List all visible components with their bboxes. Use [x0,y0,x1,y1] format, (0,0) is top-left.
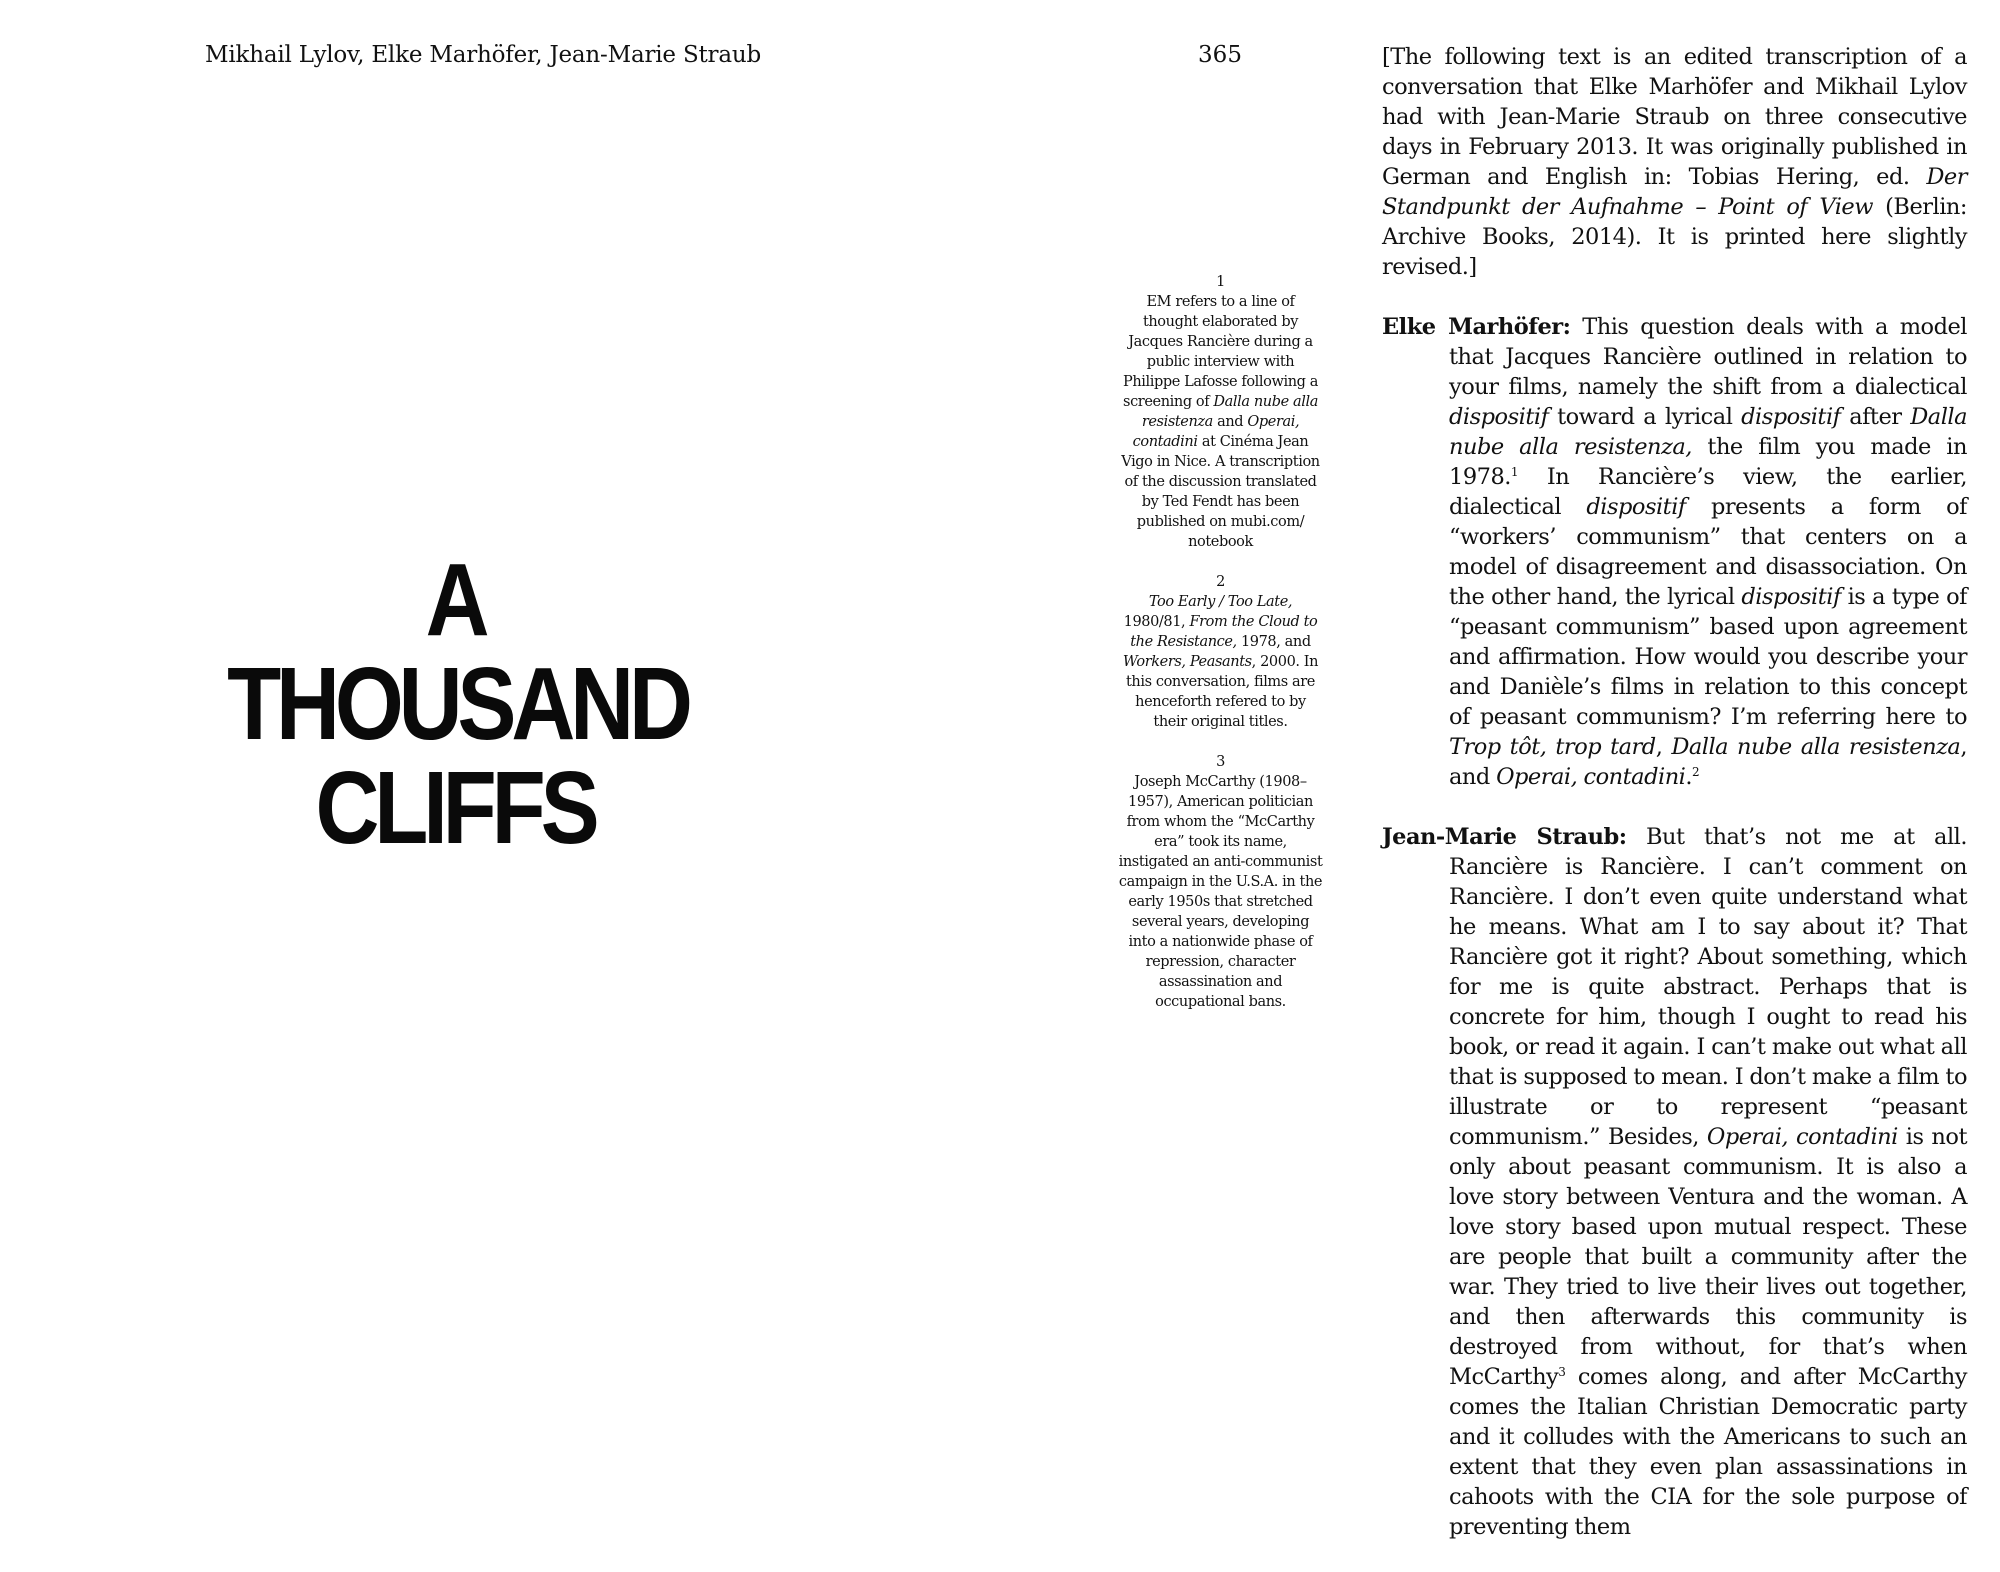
paragraph-straub [1382,822,1967,1542]
footnote-italic: From the Cloud to the Resistance, [1130,614,1318,650]
paragraph-text: toward a lyrical [1548,404,1742,430]
page-number: 365 [1198,42,1242,68]
header-authors: Mikhail Lylov, Elke Marhöfer, Jean-Marie Straub [205,42,761,68]
paragraph-italic: Dalla nube alla resistenza, [1449,404,1968,460]
paragraph-text: is not only about peasant communism. It is also a love story between Ventura and the woman. A love story based upon mutual respect. These are people that built a community after the war. They tried to live their lives out together, and then afterwards this community is destroyed from without, for that’s when McCarthy [1449,1124,1967,1390]
paragraph-text: presents a form of “workers’ communism” that centers on a model of disagreement and disassociation. On the other hand, the lyrical [1449,494,1967,610]
paragraph-text: In Rancière’s view, the earlier, dialectical [1449,464,1967,520]
footnote-italic: Dalla nube alla resistenza [1141,394,1318,430]
title-line-1: A [425,542,485,657]
footnote-text: at Cinéma Jean Vigo in Nice. A transcription of the discussion translated by Ted Fendt has been published on mubi.com/ notebook [1121,434,1320,550]
footnote-text: , 2000. In this conversation, films are henceforth refered to by their original titles. [1126,654,1319,730]
footnotes-column [1118,272,1323,1032]
paragraph-text: after [1840,404,1911,430]
footnote-text: and [1212,414,1248,430]
footnote-text: EM refers to a line of thought elaborated by Jacques Rancière during a public interview with Philippe Lafosse following a screening of [1122,294,1319,410]
footnote-ref: 1 [1510,465,1519,479]
footnote-3 [1118,752,1323,1012]
paragraph-italic: Operai, contadini [1496,764,1686,790]
paragraph-text: the film you made in 1978. [1449,434,1967,490]
intro-paragraph [1382,42,1967,282]
footnote-2 [1118,572,1323,732]
paragraph-text: , [1655,734,1672,760]
paragraph-italic: dispositif [1741,404,1841,430]
paragraph-text: This question deals with a model that Jacques Rancière outlined in relation to your films, namely the shift from a dialectical [1449,314,1967,400]
footnote-text: Joseph McCarthy (1908–1957), American politician from whom the “McCarthy era” took its name, instigated an anti-communist campaign in the U.S.A. in the early 1950s that stretched several years, developing into a nationwide phase of repression, character assassination and occupational bans. [1118,774,1323,1010]
paragraph-text: comes along, and after McCarthy comes the Italian Christian Democratic party and it colludes with the Americans to such an extent that they even plan assassinations in cahoots with the CIA for the sole purpose of preventing them [1449,1364,1967,1540]
paragraph-text: . [1685,764,1693,790]
paragraph-marhofer [1382,312,1967,792]
title-line-2: THOUSAND [227,646,688,761]
footnote-number: 1 [1216,274,1225,290]
footnote-ref: 3 [1558,1365,1566,1379]
paragraph-italic: dispositif [1741,584,1841,610]
footnote-ref: 2 [1692,765,1700,779]
paragraph-italic: Operai, contadini [1706,1124,1898,1150]
paragraph-text: But that’s not me at all. Rancière is Rancière. I can’t comment on Rancière. I don’t even quite understand what he means. What am I to say about it? That Rancière got it right? About something, which for me is quite abstract. Perhaps that is concrete for him, though I ought to read his book, or read it again. I can’t make out what all that is supposed to mean. I don’t make a film to illustrate or to represent “peasant communism.” Besides, [1449,824,1968,1150]
intro-text: [The following text is an edited transcription of a conversation that Elke Marhöfer and Mikhail Lylov had with Jean-Marie Straub on three consecutive days in February 2013. It was originally published in German and English in: Tobias Hering, ed. [1382,44,1967,190]
speaker-label: Jean-Marie Straub: [1382,824,1627,850]
intro-italic: Der Standpunkt der Aufnahme – Point of View [1382,164,1967,220]
paragraph-italic: Trop tôt, trop tard [1449,734,1656,760]
main-text-column [1382,42,1967,1572]
title-line-3: CLIFFS [315,750,595,865]
paragraph-italic: Dalla nube alla resistenza [1671,734,1961,760]
intro-text: (Berlin: Archive Books, 2014). It is printed here slightly revised.] [1382,194,1967,280]
paragraph-text: is a type of “peasant communism” based upon agreement and affirmation. How would you describe your and Danièle’s films in relation to this concept of peasant communism? I’m referring here to [1449,584,1967,730]
paragraph-text: , and [1449,734,1967,790]
speaker-label: Elke Marhöfer: [1382,314,1571,340]
footnote-text: 1978, and [1236,634,1311,650]
paragraph-italic: dispositif [1586,494,1686,520]
paragraph-italic: dispositif [1449,404,1549,430]
footnote-italic: Operai, contadini [1132,414,1300,450]
footnote-italic: Too Early / Too Late, [1148,594,1293,610]
footnote-text: 1980/81, [1123,614,1190,630]
footnote-italic: Workers, Peasants [1122,654,1252,670]
footnote-number: 3 [1216,754,1225,770]
footnote-1 [1118,272,1323,552]
footnote-number: 2 [1216,574,1225,590]
article-title [227,542,688,865]
